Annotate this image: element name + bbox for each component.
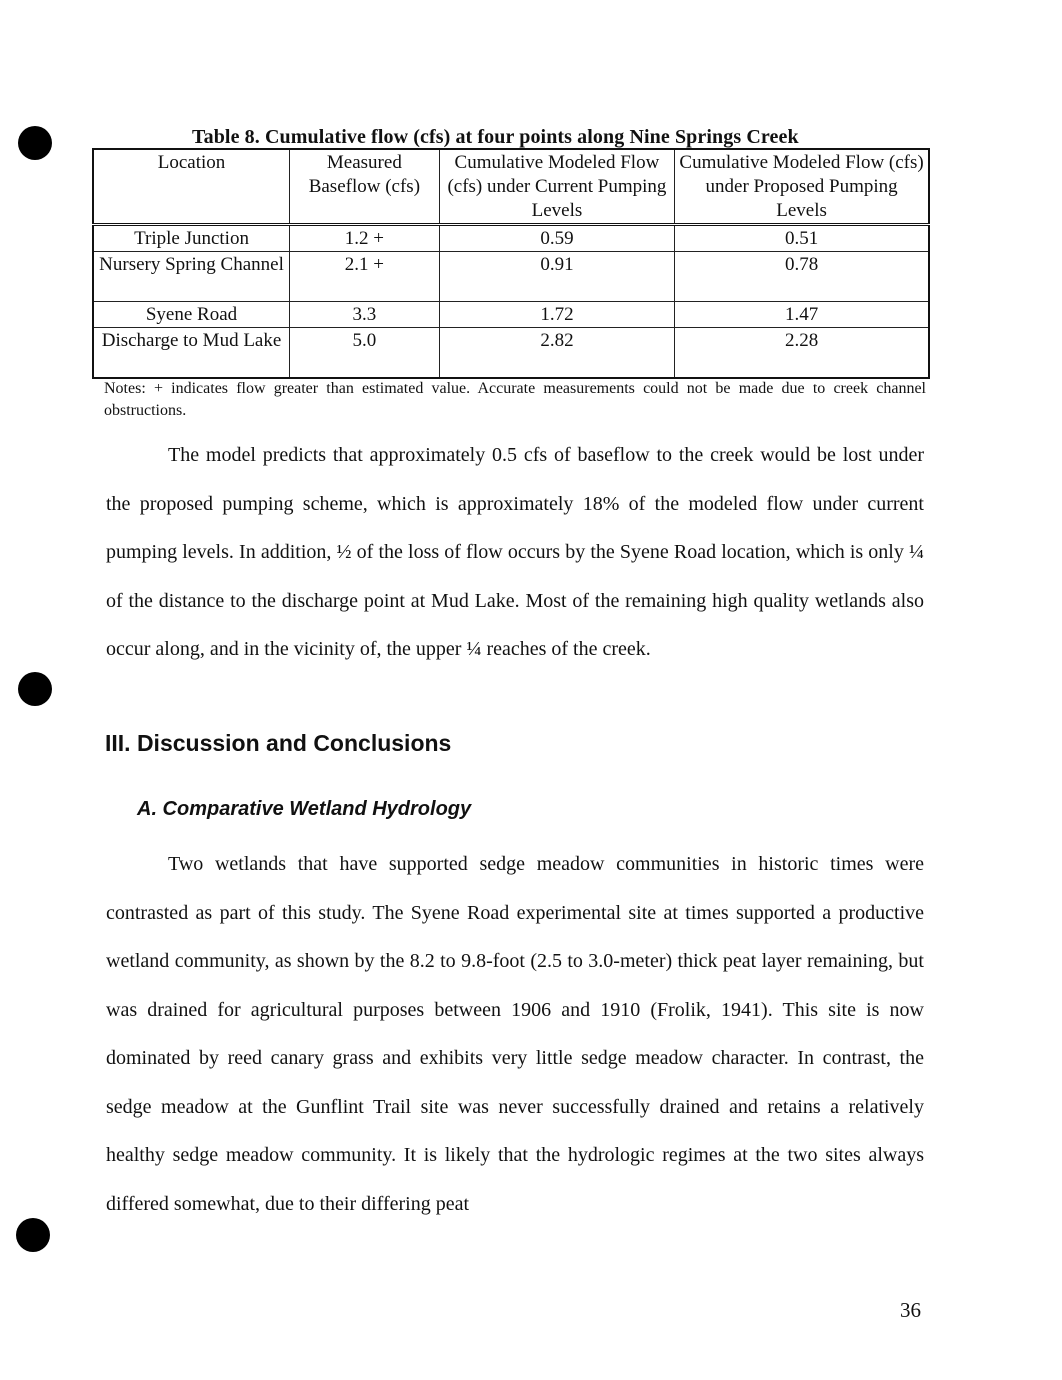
paragraph-comparative-hydrology: Two wetlands that have supported sedge meadow communities in historic times were contrasted as part of this study. The Syene Road experimental site at times supported a productive wetland community, as shown by the 8.2 to 9.8-foot (2.5 to 3.0-meter) thick peat layer remaining, but was drained for agricultural purposes between 1906 and 1910 (Frolik, 1941). This site is now dominated by reed canary grass and exhibits very little sedge meadow character. In contrast, the sedge meadow at the Gunflint Trail site was never successfully drained and retains a relatively healthy sedge meadow community. It is likely that the hydrologic regimes at the two sites always differed somewhat, due to their differing peat <box>106 853 924 1215</box>
cell-location: Discharge to Mud Lake <box>93 328 290 379</box>
cell-current: 1.72 <box>439 302 674 328</box>
header-location: Location <box>93 149 290 225</box>
cell-current: 0.59 <box>439 225 674 252</box>
header-measured: Measured Baseflow (cfs) <box>290 149 440 225</box>
binder-hole-top <box>18 126 52 160</box>
cell-measured: 2.1 + <box>290 252 440 302</box>
binder-hole-bottom <box>16 1218 50 1252</box>
section-heading: III. Discussion and Conclusions <box>105 730 452 756</box>
cell-location: Syene Road <box>93 302 290 328</box>
header-proposed: Cumulative Modeled Flow (cfs) under Proposed Pumping Levels <box>675 149 929 225</box>
cell-measured: 5.0 <box>290 328 440 379</box>
header-current: Cumulative Modeled Flow (cfs) under Current Pumping Levels <box>439 149 674 225</box>
binder-hole-middle <box>18 672 52 706</box>
cell-measured: 3.3 <box>290 302 440 328</box>
cell-location: Nursery Spring Channel <box>93 252 290 302</box>
table-header-row <box>93 149 929 225</box>
cell-proposed: 1.47 <box>675 302 929 328</box>
cell-proposed: 0.78 <box>675 252 929 302</box>
table-title: Table 8. Cumulative flow (cfs) at four points along Nine Springs Creek <box>192 126 799 148</box>
table-row <box>93 302 929 328</box>
cell-current: 2.82 <box>439 328 674 379</box>
page-number: 36 <box>900 1298 921 1322</box>
cell-measured: 1.2 + <box>290 225 440 252</box>
table-notes: Notes: + indicates flow greater than estimated value. Accurate measurements could not be made due to creek channel obstructions. <box>104 380 926 419</box>
flow-table <box>92 148 930 379</box>
table-row <box>93 252 929 302</box>
table-row <box>93 328 929 379</box>
cell-proposed: 2.28 <box>675 328 929 379</box>
paragraph-model-prediction: The model predicts that approximately 0.5 cfs of baseflow to the creek would be lost under the proposed pumping scheme, which is approximately 18% of the modeled flow under current pumping levels. In addition, ½ of the loss of flow occurs by the Syene Road location, which is only ¼ of the distance to the discharge point at Mud Lake. Most of the remaining high quality wetlands also occur along, and in the vicinity of, the upper ¼ reaches of the creek. <box>106 444 924 660</box>
subsection-heading: A. Comparative Wetland Hydrology <box>137 798 472 820</box>
cell-proposed: 0.51 <box>675 225 929 252</box>
cell-current: 0.91 <box>439 252 674 302</box>
cell-location: Triple Junction <box>93 225 290 252</box>
table-row <box>93 225 929 252</box>
